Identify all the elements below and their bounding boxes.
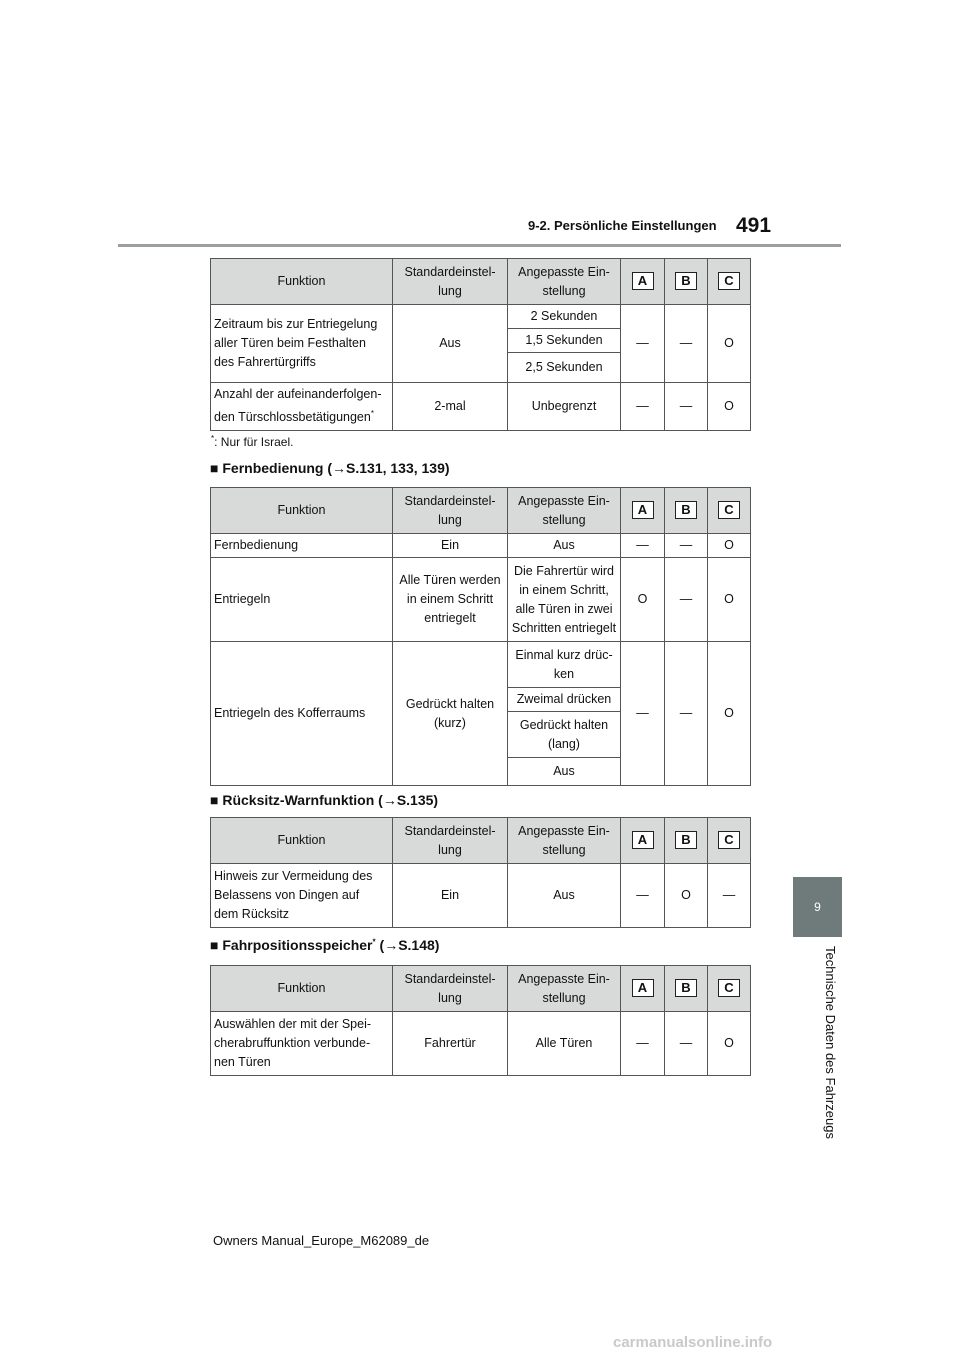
a-cell: —	[621, 864, 665, 928]
b-cell: —	[665, 305, 708, 383]
standard-cell: 2-mal	[393, 383, 508, 431]
b-cell: —	[665, 558, 708, 642]
table-row	[211, 1012, 751, 1076]
section-heading-position-memory: ■ Fahrpositionsspeicher* (→S.148)	[210, 937, 440, 953]
standard-cell: Aus	[393, 305, 508, 383]
function-cell: Entriegeln des Kofferraums	[211, 642, 393, 786]
b-cell: —	[665, 1012, 708, 1076]
header-b: B	[665, 259, 708, 305]
header-standard: Standardeinstel- lung	[393, 818, 508, 864]
b-cell: —	[665, 383, 708, 431]
option-cell: Aus	[508, 534, 621, 558]
table-row	[211, 383, 751, 431]
option-cell: Aus	[508, 758, 621, 786]
standard-cell: Ein	[393, 864, 508, 928]
header-custom: Angepasste Ein- stellung	[508, 488, 621, 534]
settings-table-position-memory	[210, 965, 751, 1076]
header-function: Funktion	[211, 966, 393, 1012]
table-header-row	[211, 259, 751, 305]
footnote: *: Nur für Israel.	[211, 434, 294, 449]
option-cell: 2,5 Sekunden	[508, 353, 621, 383]
settings-table-rear-seat	[210, 817, 751, 928]
option-cell: 2 Sekunden	[508, 305, 621, 329]
c-cell: O	[708, 305, 751, 383]
table-row	[211, 864, 751, 928]
header-a: A	[621, 966, 665, 1012]
page-number: 491	[736, 214, 772, 237]
settings-table-door-unlock	[210, 258, 751, 431]
option-cell: 1,5 Sekunden	[508, 329, 621, 353]
header-b: B	[665, 818, 708, 864]
header-c: C	[708, 818, 751, 864]
header-a: A	[621, 488, 665, 534]
c-cell: O	[708, 642, 751, 786]
header-a: A	[621, 818, 665, 864]
standard-cell: Ein	[393, 534, 508, 558]
standard-cell: Gedrückt halten (kurz)	[393, 642, 508, 786]
b-cell: —	[665, 534, 708, 558]
table-row	[211, 558, 751, 642]
header-c: C	[708, 488, 751, 534]
function-cell: Fernbedienung	[211, 534, 393, 558]
section-heading-rear-seat: ■ Rücksitz-Warnfunktion (→S.135)	[210, 792, 439, 808]
option-cell: Alle Türen	[508, 1012, 621, 1076]
header-custom: Angepasste Ein- stellung	[508, 259, 621, 305]
function-cell: Zeitraum bis zur Entriegelung aller Türen beim Festhalten des Fahrertürgriffs	[211, 305, 393, 383]
header-custom: Angepasste Ein- stellung	[508, 966, 621, 1012]
a-cell: —	[621, 383, 665, 431]
table-header-row	[211, 966, 751, 1012]
a-cell: —	[621, 1012, 665, 1076]
table-row	[211, 305, 751, 329]
c-cell: O	[708, 1012, 751, 1076]
chapter-tab: 9	[793, 877, 842, 937]
header-a: A	[621, 259, 665, 305]
header-divider	[118, 244, 841, 247]
header-function: Funktion	[211, 259, 393, 305]
option-cell: Unbegrenzt	[508, 383, 621, 431]
function-cell: Hinweis zur Vermeidung des Belassens von Dingen auf dem Rücksitz	[211, 864, 393, 928]
header-function: Funktion	[211, 818, 393, 864]
header-standard: Standardeinstel- lung	[393, 488, 508, 534]
header-c: C	[708, 966, 751, 1012]
option-cell: Aus	[508, 864, 621, 928]
function-cell: Auswählen der mit der Spei- cherabruffunktion verbunde- nen Türen	[211, 1012, 393, 1076]
standard-cell: Fahrertür	[393, 1012, 508, 1076]
table-header-row	[211, 488, 751, 534]
table-row	[211, 534, 751, 558]
a-cell: —	[621, 305, 665, 383]
table-row	[211, 642, 751, 688]
c-cell: —	[708, 864, 751, 928]
section-header-title: 9-2. Persönliche Einstellungen	[528, 218, 717, 233]
section-heading-remote: ■ Fernbedienung (→S.131, 133, 139)	[210, 460, 450, 476]
option-cell: Die Fahrertür wird in einem Schritt, alle Türen in zwei Schritten entriegelt	[508, 558, 621, 642]
a-cell: —	[621, 642, 665, 786]
option-cell: Gedrückt halten (lang)	[508, 712, 621, 758]
c-cell: O	[708, 383, 751, 431]
function-cell: Anzahl der aufeinanderfolgen- den Türschlossbetätigungen*	[211, 383, 393, 431]
header-standard: Standardeinstel- lung	[393, 259, 508, 305]
header-custom: Angepasste Ein- stellung	[508, 818, 621, 864]
option-cell: Zweimal drücken	[508, 688, 621, 712]
header-c: C	[708, 259, 751, 305]
option-cell: Einmal kurz drüc- ken	[508, 642, 621, 688]
header-b: B	[665, 966, 708, 1012]
a-cell: —	[621, 534, 665, 558]
function-cell: Entriegeln	[211, 558, 393, 642]
c-cell: O	[708, 558, 751, 642]
standard-cell: Alle Türen werden in einem Schritt entriegelt	[393, 558, 508, 642]
chapter-label: Technische Daten des Fahrzeugs	[823, 946, 838, 1139]
watermark: carmanualsonline.info	[613, 1334, 773, 1351]
footer-doc-name: Owners Manual_Europe_M62089_de	[213, 1233, 430, 1248]
b-cell: —	[665, 642, 708, 786]
a-cell: O	[621, 558, 665, 642]
header-function: Funktion	[211, 488, 393, 534]
header-b: B	[665, 488, 708, 534]
c-cell: O	[708, 534, 751, 558]
table-header-row	[211, 818, 751, 864]
header-standard: Standardeinstel- lung	[393, 966, 508, 1012]
b-cell: O	[665, 864, 708, 928]
settings-table-remote	[210, 487, 751, 786]
